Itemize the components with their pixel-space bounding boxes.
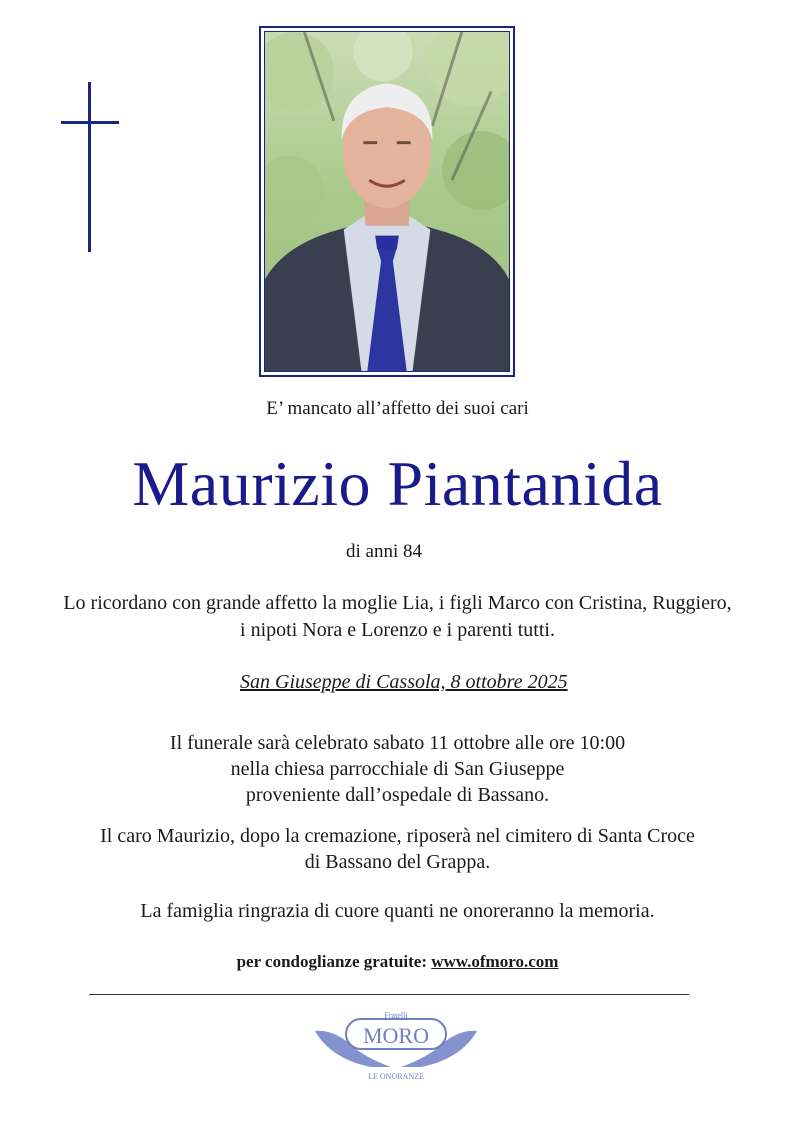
cross-icon	[61, 82, 119, 252]
deceased-name: Maurizio Piantanida	[132, 448, 663, 519]
thanks-text: La famiglia ringrazia di cuore quanti ne onoreranno la memoria.	[140, 900, 655, 922]
condolences-label: per condoglianze gratuite:	[236, 952, 427, 971]
funeral-line: Il funerale sarà celebrato sabato 11 ottobre alle ore 10:00	[169, 732, 626, 754]
divider	[89, 994, 689, 995]
funeral-paragraph	[0, 730, 795, 808]
burial-line: Il caro Maurizio, dopo la cremazione, riposerà nel cimitero di Santa Croce	[100, 825, 695, 847]
logo-bottom-text: LE ONORANZE	[368, 1072, 424, 1081]
remember-paragraph	[0, 590, 795, 644]
condolences-line	[0, 952, 795, 972]
place-date: San Giuseppe di Cassola, 8 ottobre 2025	[240, 671, 568, 693]
funeral-line: nella chiesa parrocchiale di San Giuseppe	[230, 758, 565, 780]
portrait-photo	[264, 31, 510, 372]
logo-top-text: Fratelli	[384, 1011, 408, 1020]
remember-line: Lo ricordano con grande affetto la moglie Lia, i figli Marco con Cristina, Ruggiero,	[63, 592, 732, 614]
condolences-link[interactable]: www.ofmoro.com	[431, 952, 559, 971]
remember-line: i nipoti Nora e Lorenzo e i parenti tutti.	[240, 619, 555, 641]
portrait-frame	[259, 26, 515, 377]
burial-line: di Bassano del Grappa.	[304, 851, 491, 873]
funeral-home-logo	[313, 1009, 479, 1083]
age-text: di anni 84	[346, 541, 422, 562]
logo-main-text: MORO	[362, 1023, 430, 1048]
intro-text: E’ mancato all’affetto dei suoi cari	[266, 398, 529, 419]
funeral-line: proveniente dall’ospedale di Bassano.	[245, 784, 550, 806]
burial-paragraph	[0, 823, 795, 875]
